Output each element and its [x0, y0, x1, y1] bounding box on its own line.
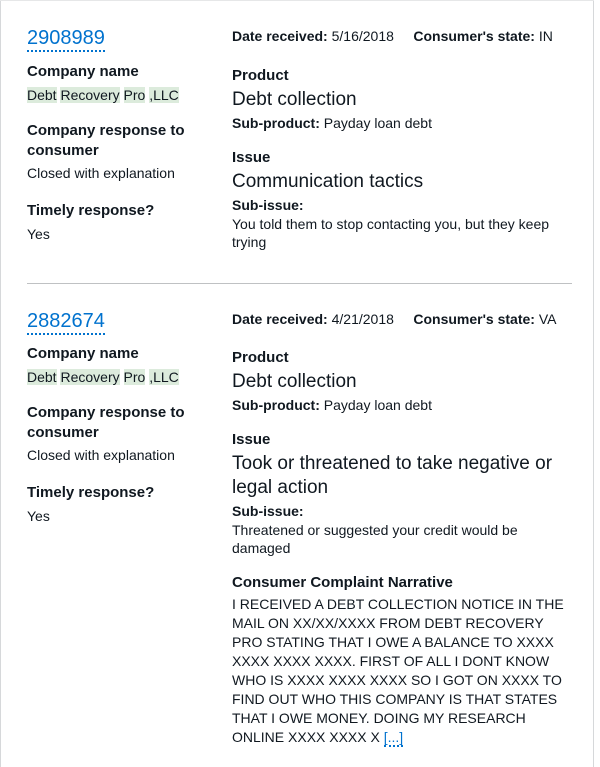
- company-name-value: [27, 86, 207, 104]
- timely-response-label: Timely response?: [27, 484, 155, 501]
- date-state-row: [232, 27, 553, 45]
- narrative-label: Consumer Complaint Narrative: [232, 574, 453, 591]
- sub-issue-value: Threatened or suggested your credit would be damaged: [232, 522, 518, 556]
- sub-product-row: [232, 114, 577, 132]
- top-border: [0, 0, 594, 1]
- company-name-label: Company name: [27, 63, 139, 80]
- right-column: [232, 66, 577, 251]
- company-name-part: Recovery: [60, 369, 120, 385]
- date-state-row: [232, 310, 556, 328]
- issue-value: Communication tactics: [232, 171, 424, 192]
- company-name-part: Recovery: [60, 87, 120, 103]
- sub-product-value: Payday loan debt: [323, 397, 432, 413]
- consumer-state-label: Consumer's state:: [413, 311, 535, 327]
- company-name-part: Pro: [123, 87, 146, 103]
- company-name-value: [27, 368, 207, 386]
- company-name-part: Pro: [123, 369, 146, 385]
- sub-product-value: Payday loan debt: [323, 115, 432, 131]
- consumer-state-value: IN: [538, 28, 553, 44]
- complaint-id-link[interactable]: 2882674: [27, 310, 105, 335]
- sub-product-row: [232, 396, 577, 414]
- company-name-part: Debt: [27, 369, 57, 385]
- company-response-label: Company response to consumer: [27, 404, 185, 441]
- company-response-value: Closed with explanation: [27, 165, 175, 181]
- product-value: Debt collection: [232, 89, 357, 110]
- consumer-state-value: VA: [538, 311, 557, 327]
- company-name-part: ,LLC: [149, 369, 179, 385]
- date-received-label: Date received:: [232, 311, 328, 327]
- sub-product-label: Sub-product:: [232, 115, 320, 131]
- complaint-id-link[interactable]: 2908989: [27, 27, 105, 52]
- product-label: Product: [232, 67, 289, 84]
- left-column: [27, 344, 207, 525]
- timely-response-label: Timely response?: [27, 202, 155, 219]
- narrative-body: I RECEIVED A DEBT COLLECTION NOTICE IN THE MAIL ON XX/XX/XXXX FROM DEBT RECOVERY PRO STATING THAT I OWE A BALANCE TO XXXX XXXX XXXX XXXX. FIRST OF ALL I DONT KNOW WHO IS XXXX XXXX XXXX SO I GOT ON XXXX TO FIND OUT WHO THIS COMPANY IS THAT STATES THAT I OWE MONEY. DOING MY RESEARCH ONLINE XXXX XXXX X: [232, 596, 564, 745]
- timely-response-value: Yes: [27, 226, 50, 242]
- company-name-part: Debt: [27, 87, 57, 103]
- company-response-label: Company response to consumer: [27, 122, 185, 159]
- product-value: Debt collection: [232, 371, 357, 392]
- date-received-value: 4/21/2018: [331, 311, 394, 327]
- sub-product-label: Sub-product:: [232, 397, 320, 413]
- company-response-value: Closed with explanation: [27, 447, 175, 463]
- sub-issue-label: Sub-issue:: [232, 503, 304, 519]
- left-column: [27, 62, 207, 243]
- date-received-value: 5/16/2018: [331, 28, 394, 44]
- sub-issue-label: Sub-issue:: [232, 197, 304, 213]
- timely-response-value: Yes: [27, 508, 50, 524]
- sub-issue-value: You told them to stop contacting you, but they keep trying: [232, 216, 550, 250]
- company-name-part: ,LLC: [149, 87, 179, 103]
- date-received-label: Date received:: [232, 28, 328, 44]
- issue-label: Issue: [232, 149, 271, 166]
- consumer-state-label: Consumer's state:: [413, 28, 535, 44]
- card-divider: [27, 283, 572, 284]
- narrative-text: [232, 595, 577, 747]
- company-name-label: Company name: [27, 345, 139, 362]
- right-column: [232, 348, 577, 747]
- issue-value: Took or threatened to take negative or legal action: [232, 453, 553, 498]
- product-label: Product: [232, 349, 289, 366]
- issue-label: Issue: [232, 431, 271, 448]
- read-more-link[interactable]: [...]: [383, 729, 404, 745]
